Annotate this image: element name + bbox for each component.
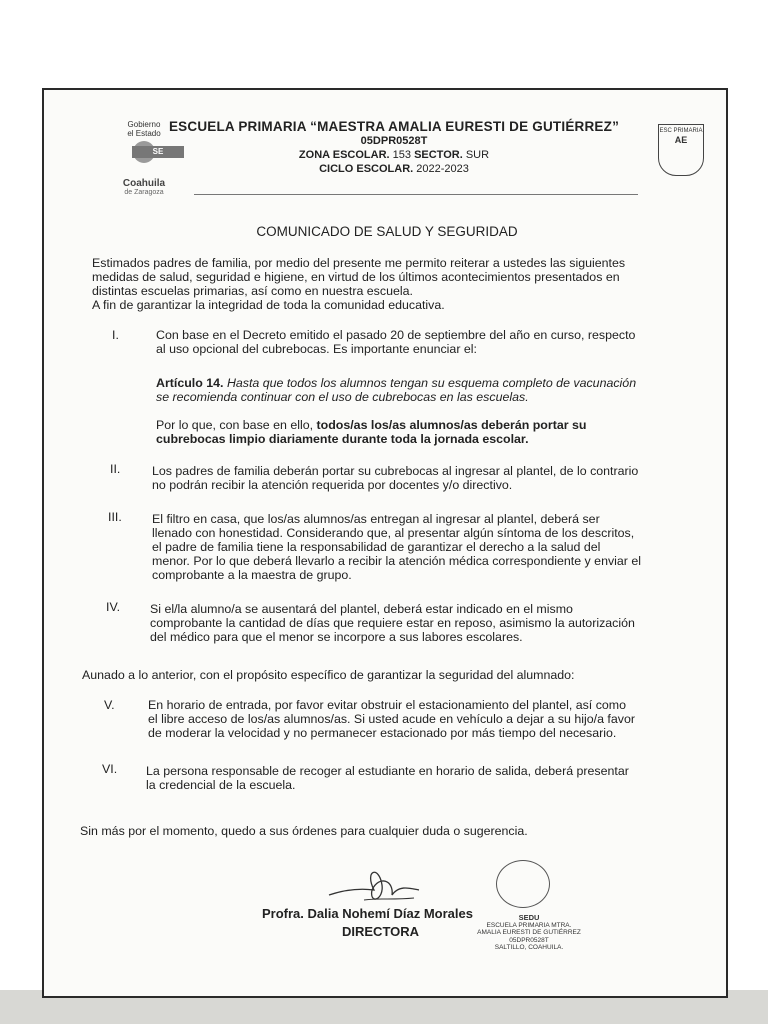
item-number: II.: [110, 462, 121, 476]
school-name: ESCUELA PRIMARIA “MAESTRA AMALIA EURESTI DE GUTIÉRREZ”: [168, 119, 620, 134]
item-6-text: La persona responsable de recoger al estudiante en horario de salida, deberá presentar la credencial de la escuela.: [146, 764, 629, 792]
item-5-text: En horario de entrada, por favor evitar obstruir el estacionamiento del plantel, así como el libre acceso de los/as alumnos/as. Si usted acude en vehículo a dejar a su hijo/a favor de moderar la velocidad y no permanecer estacionado por más tiempo del necesario.: [148, 698, 635, 740]
item-number: V.: [104, 698, 115, 712]
signer-name: Profra. Dalia Nohemí Díaz Morales: [262, 906, 473, 921]
signer-role: DIRECTORA: [342, 924, 420, 939]
item-number: IV.: [106, 600, 121, 614]
school-code: 05DPR0528T: [360, 135, 428, 147]
document-frame: [42, 88, 728, 998]
official-stamp: SEDU ESCUELA PRIMARIA MTRA. AMALIA EURESTI DE GUTIÉRREZ 05DPR0528T SALTILLO, COAHUILA.: [477, 913, 581, 951]
item-number: III.: [108, 510, 122, 524]
closing-paragraph: Sin más por el momento, quedo a sus órdenes para cualquier duda o sugerencia.: [80, 824, 528, 838]
item-3-text: El filtro en casa, que los/as alumnos/as entregan al ingresar al plantel, deberá ser llenado con honestidad. Considerando que, al presentar algún síntoma de los descritos, el padre de familia tiene la responsabilidad de garantizar el derecho a la salud del menor. Por lo que deberá llevarlo a recibir la atención médica correspondiente y enviar el comprobante a la maestra de grupo.: [152, 512, 642, 582]
school-header: [164, 120, 624, 176]
school-logo: ESC PRIMARIA AE: [658, 124, 704, 176]
intro-paragraph: Estimados padres de familia, por medio del presente me permito reiterar a ustedes las siguientes medidas de salud, seguridad e higiene, en virtud de los últimos acontecimientos presentados en distintas escuelas primarias, así como en nuestra escuela. A fin de garantizar la integridad de toda la comunidad educativa.: [92, 256, 626, 312]
document-title: COMUNICADO DE SALUD Y SEGURIDAD: [256, 224, 518, 239]
aunado-paragraph: Aunado a lo anterior, con el propósito específico de garantizar la seguridad del alumnado:: [82, 668, 575, 682]
zona-line: ZONA ESCOLAR. 153 SECTOR. SUR: [298, 149, 490, 161]
por-lo-que: Por lo que, con base en ello, todos/as los/as alumnos/as deberán portar su cubrebocas limpio diariamente durante toda la jornada escolar.: [156, 418, 587, 446]
se-badge: SE: [132, 146, 184, 158]
item-number: I.: [112, 328, 119, 342]
item-2-text: Los padres de familia deberán portar su cubrebocas al ingresar al plantel, de lo contrario no podrán recibir la atención requerida por docentes y/o directivo.: [152, 464, 639, 492]
signature-icon: [324, 860, 424, 910]
item-4-text: Si el/la alumno/a se ausentará del plantel, deberá estar indicado en el mismo comprobante la cantidad de días que requiere estar en reposo, asimismo la autorización del médico para que el menor se incorpore a sus labores escolares.: [150, 602, 635, 644]
header-divider: [194, 194, 638, 195]
ciclo-line: CICLO ESCOLAR. 2022-2023: [319, 163, 469, 175]
item-number: VI.: [102, 762, 118, 776]
articulo-14: Artículo 14. Hasta que todos los alumnos tengan su esquema completo de vacunación se recomienda continuar con el uso de cubrebocas en las escuelas.: [156, 376, 637, 404]
item-1-text: Con base en el Decreto emitido el pasado 20 de septiembre del año en curso, respecto al uso opcional del cubrebocas. Es importante enunciar el:: [156, 328, 636, 356]
official-seal-icon: [496, 860, 550, 908]
government-logo: Gobierno el Estado Coahuila de Zaragoza: [122, 120, 166, 196]
